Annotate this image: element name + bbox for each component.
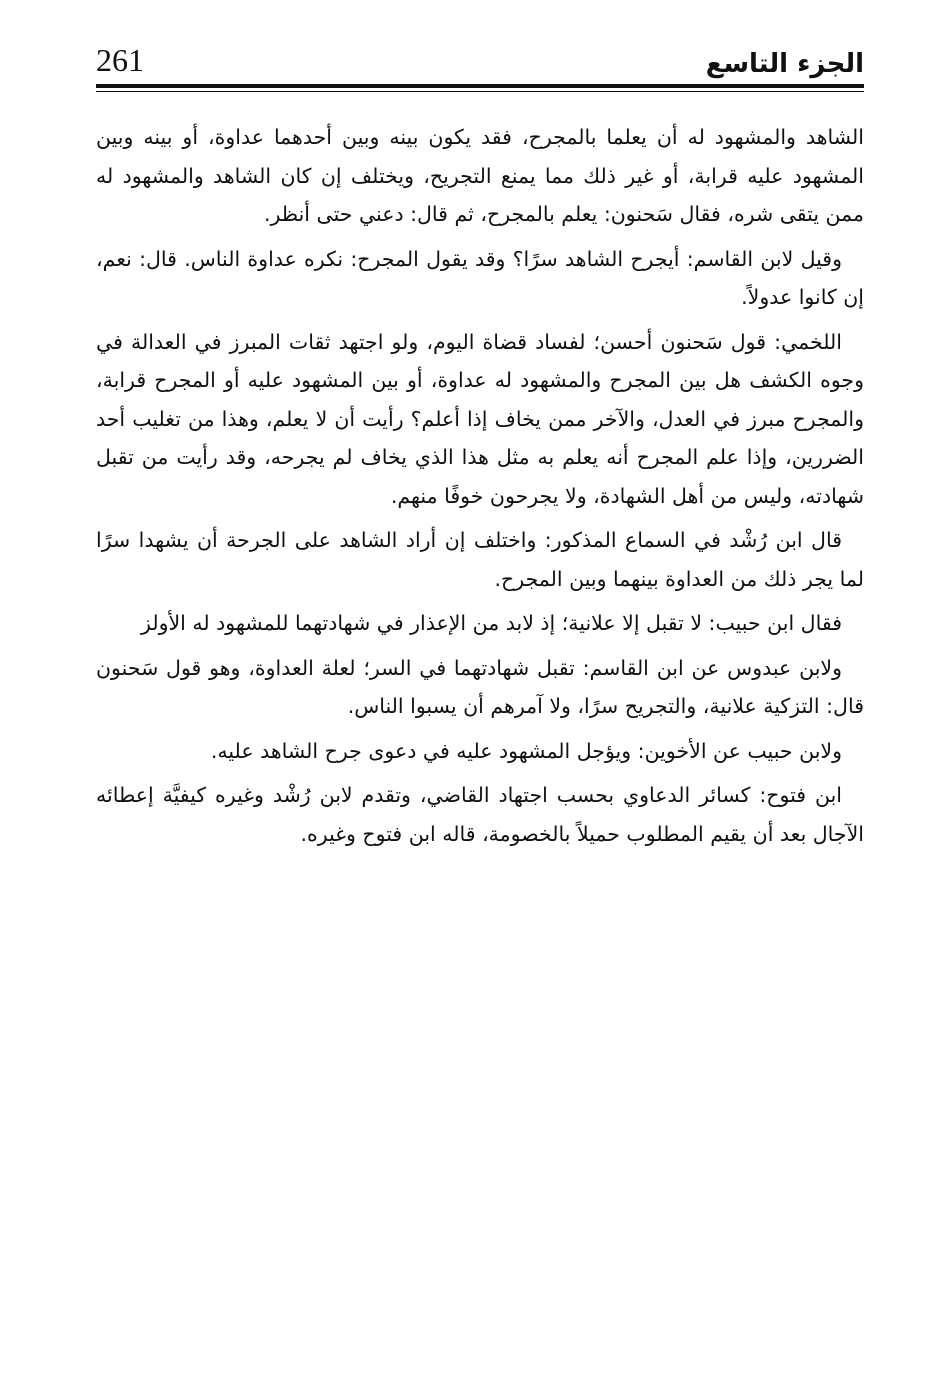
paragraph-7: ولابن حبيب عن الأخوين: ويؤجل المشهود عليه في دعوى جرح الشاهد عليه.: [210, 738, 842, 763]
paragraph-1: الشاهد والمشهود له أن يعلما بالمجرح، فقد يكون بينه وبين أحدهما عداوة، أو بينه وبين المشهود عليه قرابة، أو غير ذلك مما يمنع التجريح، ويختلف إن كان الشاهد والمشهود له ممن يتقى شره، فقال سَحنون: يعلم بالمجرح، ثم قال: دعني حتى أنظر.: [96, 125, 864, 226]
page-header: [96, 38, 864, 94]
page-number: 261: [96, 42, 144, 78]
paragraph-8: ابن فتوح: كسائر الدعاوي بحسب اجتهاد القاضي، وتقدم لابن رُشْد وغيره كيفيَّة إعطائه الآجال بعد أن يقيم المطلوب حميلاً بالخصومة، قاله ابن فتوح وغيره.: [96, 783, 864, 846]
running-title: الجزء التاسع: [705, 49, 864, 79]
paragraph-2: وقيل لابن القاسم: أيجرح الشاهد سرًا؟ وقد يقول المجرح: نكره عداوة الناس. قال: نعم، إن كانوا عدولاً.: [96, 246, 864, 309]
paragraph-5: فقال ابن حبيب: لا تقبل إلا علانية؛ إذ لابد من الإعذار في شهادتهما للمشهود له الأولز: [141, 611, 842, 635]
paragraph-4: قال ابن رُشْد في السماع المذكور: واختلف إن أراد الشاهد على الجرحة أن يشهدا سرًا لما يجر ذلك من العداوة بينهما وبين المجرح.: [96, 528, 864, 591]
header-rule-thick: [96, 84, 864, 88]
paragraph-6: ولابن عبدوس عن ابن القاسم: تقبل شهادتهما في السر؛ لعلة العداوة، وهو قول سَحنون قال: التزكية علانية، والتجريح سرًا، ولا آمرهم أن يسبوا الناس.: [96, 655, 864, 718]
body-text: [96, 118, 864, 859]
header-rule-thin: [96, 91, 864, 92]
paragraph-3: اللخمي: قول سَحنون أحسن؛ لفساد قضاة اليوم، ولو اجتهد ثقات المبرز في العدالة في وجوه الكشف هل بين المجرح والمشهود له عداوة، أو بين المشهود عليه أو المجرح قرابة، والمجرح مبرز في العدل، والآخر ممن يخاف إذا أعلم؟ رأيت أن لا يعلم، وهذا من تغليب أحد الضررين، وإذا علم المجرح أنه يعلم به مثل هذا الذي يخاف لم يجرحه، وقد رأيت من تقبل شهادته، وليس من أهل الشهادة، ولا يجرحون خوفًا منهم.: [96, 329, 864, 508]
